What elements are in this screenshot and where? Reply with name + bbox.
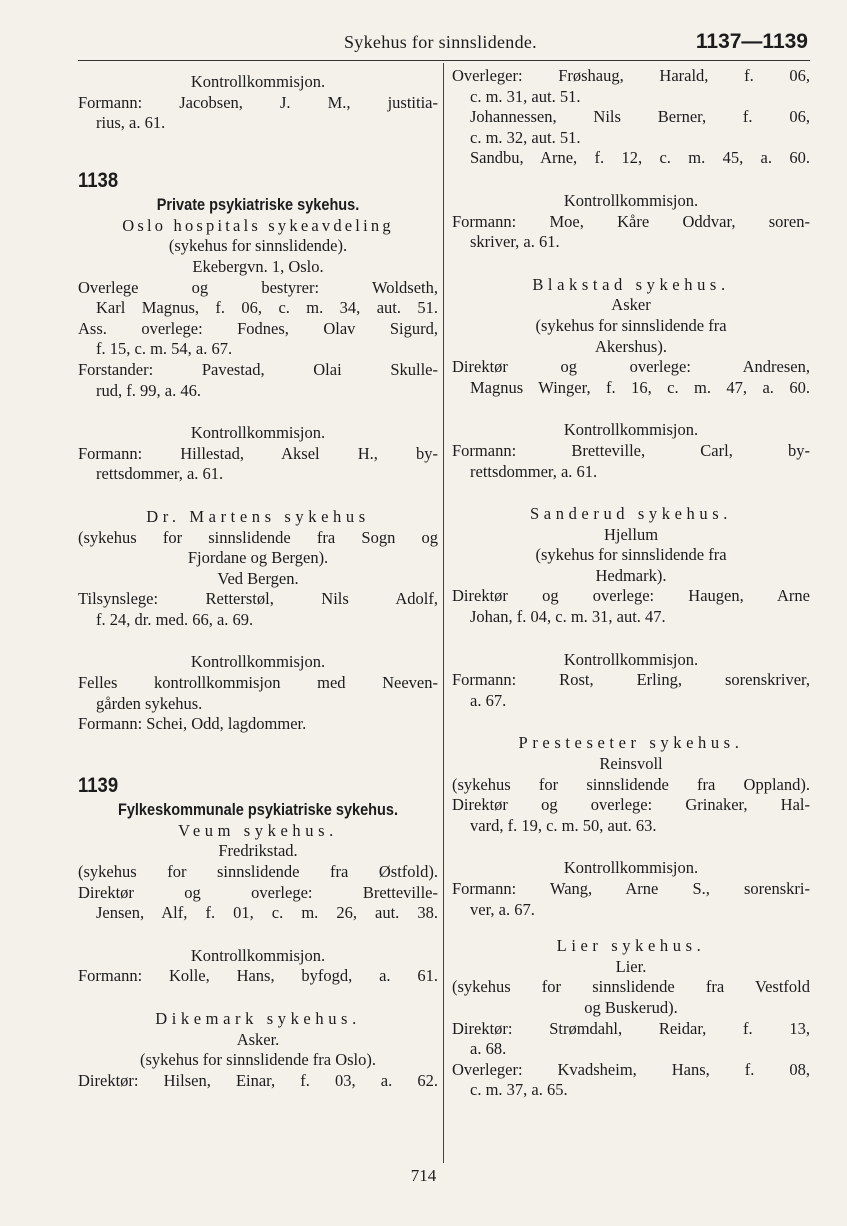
entry-line: Formann: Wang, Arne S., sorenskri-: [452, 879, 810, 898]
entry-line: (sykehus for sinnslidende fra: [535, 315, 727, 335]
entry-line: Forstander: Pavestad, Olai Skulle-: [78, 359, 438, 379]
commission-heading: Kontrollkommisjon.: [563, 649, 699, 669]
entry-line: (sykehus for sinnslidende fra Oslo).: [140, 1050, 376, 1070]
address-line: Reinsvoll: [599, 754, 663, 774]
institution-name: Dikemark sykehus.: [155, 1009, 361, 1028]
entry-line: (sykehus for sinnslidende fra Sogn og: [78, 527, 438, 547]
commission-heading: Kontrollkommisjon.: [190, 423, 326, 443]
entry-line: c. m. 32, aut. 51.: [470, 127, 581, 147]
entry-line: Formann: Jacobsen, J. M., justitia-: [78, 92, 438, 112]
institution-name: Presteseter sykehus.: [518, 733, 744, 753]
entry-line: Akershus).: [595, 336, 667, 356]
institution-name: Lier sykehus.: [556, 936, 706, 956]
section-heading: Private psykiatriske sykehus.: [156, 195, 360, 214]
entry-line: rettsdommer, a. 61.: [96, 464, 224, 484]
entry-line: rius, a. 61.: [96, 113, 166, 133]
section-number: 1138: [78, 168, 119, 192]
entry-line: Overleger: Frøshaug, Harald, f. 06,: [452, 66, 810, 85]
entry-line: Felles kontrollkommisjon med Neeven-: [78, 673, 438, 693]
entry-line: Formann: Schei, Odd, lagdommer.: [78, 714, 307, 734]
entry-line: Formann: Moe, Kåre Oddvar, soren-: [452, 211, 810, 231]
entry-line: Direktør og overlege: Bretteville-: [78, 882, 438, 902]
entry-line: ver, a. 67.: [470, 899, 535, 919]
entry-line: (sykehus for sinnslidende fra: [535, 545, 727, 565]
commission-heading: Kontrollkommisjon.: [190, 652, 326, 672]
right-column: [452, 66, 810, 1101]
commission-heading: Kontrollkommisjon.: [563, 190, 699, 210]
entry-line: (sykehus for sinnslidende).: [168, 236, 348, 256]
entry-line: rettsdommer, a. 61.: [470, 461, 598, 481]
entry-line: Fjordane og Bergen).: [187, 548, 329, 568]
entry-line: a. 68.: [470, 1039, 507, 1059]
entry-line: f. 15, c. m. 54, a. 67.: [96, 339, 233, 359]
institution-name: Dr. Martens sykehus: [146, 506, 370, 526]
entry-line: f. 24, dr. med. 66, a. 69.: [96, 609, 254, 629]
commission-heading: Kontrollkommisjon.: [563, 420, 699, 440]
address-line: Ekebergvn. 1, Oslo.: [192, 256, 324, 276]
entry-line: Overleger: Kvadsheim, Hans, f. 08,: [452, 1059, 810, 1079]
address-line: Asker.: [236, 1029, 280, 1049]
entry-line: Formann: Rost, Erling, sorenskriver,: [452, 670, 810, 690]
address-line: Asker: [611, 295, 651, 315]
running-title: Sykehus for sinnslidende.: [344, 32, 537, 52]
entry-line: og Buskerud).: [584, 997, 678, 1017]
entry-line: rud, f. 99, a. 46.: [96, 380, 201, 400]
entry-line: Direktør og overlege: Grinaker, Hal-: [452, 795, 810, 815]
entry-line: (sykehus for sinnslidende fra Vestfold: [452, 977, 810, 997]
entry-line: Direktør og overlege: Haugen, Arne: [452, 586, 810, 606]
entry-line: Overlege og bestyrer: Woldseth,: [78, 277, 438, 297]
entry-line: c. m. 37, a. 65.: [470, 1080, 568, 1100]
entry-line: skriver, a. 61.: [470, 232, 560, 252]
entry-line: Johan, f. 04, c. m. 31, aut. 47.: [470, 607, 666, 627]
entry-line: Direktør og overlege: Andresen,: [452, 357, 810, 377]
page-header: [78, 30, 810, 58]
address-line: Ved Bergen.: [217, 568, 299, 588]
commission-heading: Kontrollkommisjon.: [563, 858, 699, 878]
entry-line: Jensen, Alf, f. 01, c. m. 26, aut. 38.: [96, 903, 438, 923]
address-line: Hjellum: [603, 524, 659, 544]
institution-name: Blakstad sykehus.: [532, 274, 730, 294]
entry-line: (sykehus for sinnslidende fra Østfold).: [78, 862, 438, 882]
entry-line: a. 67.: [470, 690, 507, 710]
institution-name: Oslo hospitals sykeavdeling: [122, 215, 394, 235]
institution-name: Sanderud sykehus.: [530, 504, 732, 524]
entry-line: gården sykehus.: [96, 693, 203, 713]
section-heading: Fylkeskommunale psykiatriske sykehus.: [117, 800, 399, 819]
entry-line: Tilsynslege: Retterstøl, Nils Adolf,: [78, 589, 438, 609]
address-line: Lier.: [615, 956, 647, 976]
entry-line: c. m. 31, aut. 51.: [470, 86, 581, 106]
section-range: 1137—1139: [695, 30, 808, 53]
entry-line: (sykehus for sinnslidende fra Oppland).: [452, 774, 810, 794]
commission-heading: Kontrollkommisjon.: [190, 72, 326, 91]
entry-line: vard, f. 19, c. m. 50, aut. 63.: [470, 815, 657, 835]
institution-name: Veum sykehus.: [178, 820, 338, 840]
entry-line: Ass. overlege: Fodnes, Olav Sigurd,: [78, 318, 438, 338]
entry-line: Johannessen, Nils Berner, f. 06,: [470, 107, 810, 127]
entry-line: Karl Magnus, f. 06, c. m. 34, aut. 51.: [96, 298, 438, 318]
commission-heading: Kontrollkommisjon.: [190, 945, 326, 965]
entry-line: Formann: Bretteville, Carl, by-: [452, 440, 810, 460]
address-line: Fredrikstad.: [218, 841, 298, 861]
column-divider: [443, 63, 444, 1163]
entry-line: Magnus Winger, f. 16, c. m. 47, a. 60.: [470, 377, 810, 397]
entry-line: Hedmark).: [595, 565, 667, 585]
section-number: 1139: [78, 773, 119, 797]
entry-line: Direktør: Strømdahl, Reidar, f. 13,: [452, 1018, 810, 1038]
entry-line: Formann: Hillestad, Aksel H., by-: [78, 443, 438, 463]
entry-line: Formann: Kolle, Hans, byfogd, a. 61.: [78, 966, 438, 986]
entry-line: Direktør: Hilsen, Einar, f. 03, a. 62.: [78, 1070, 438, 1090]
page-number: 714: [410, 1166, 437, 1185]
left-column: [78, 66, 438, 1091]
header-rule: [78, 60, 810, 61]
entry-line: Sandbu, Arne, f. 12, c. m. 45, a. 60.: [470, 148, 810, 168]
